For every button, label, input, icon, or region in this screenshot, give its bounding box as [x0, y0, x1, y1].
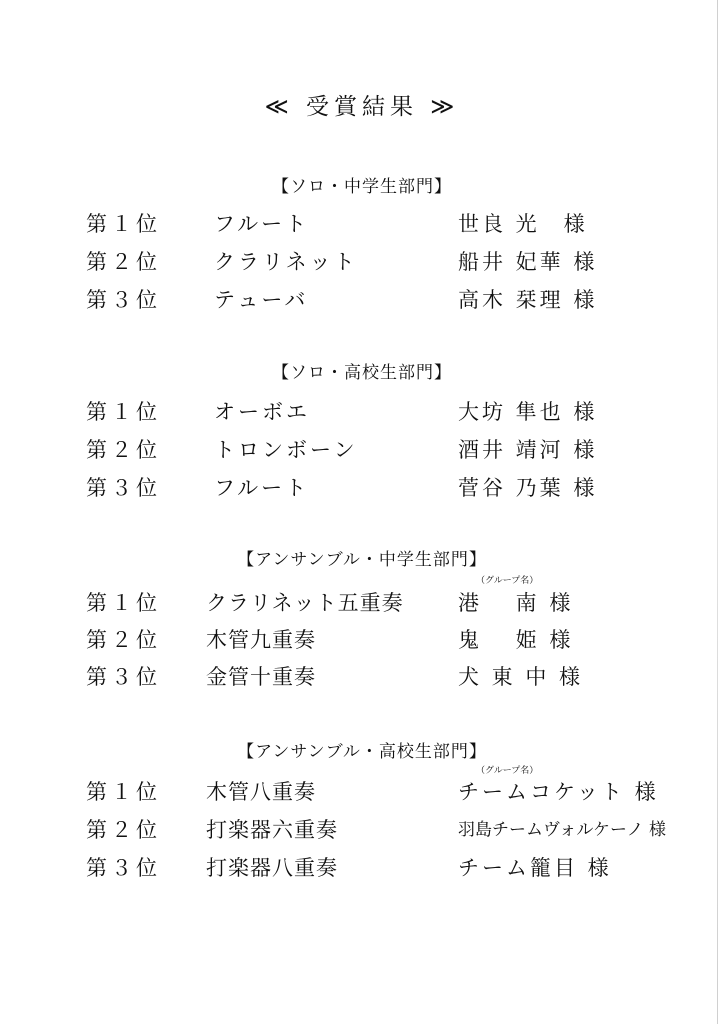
result-row: [0, 622, 724, 658]
rank: 第２位: [86, 628, 161, 652]
group-name-note: （グループ名）: [476, 766, 539, 776]
rank: 第２位: [86, 438, 161, 462]
result-row: [0, 282, 724, 318]
winner-name: 鬼 姫 様: [458, 628, 574, 652]
rank: 第３位: [86, 665, 161, 689]
entry-name: テューバ: [214, 288, 309, 312]
result-row: [0, 394, 724, 430]
section-heading-solo-junior: 【ソロ・中学生部門】: [272, 177, 452, 197]
section-heading-ensemble-junior: 【アンサンブル・中学生部門】: [237, 550, 487, 570]
entry-name: トロンボーン: [214, 438, 358, 462]
winner-name: 酒井 靖河 様: [458, 438, 598, 462]
rank: 第２位: [86, 250, 161, 274]
entry-name: オーボエ: [214, 400, 310, 424]
rank: 第３位: [86, 288, 161, 312]
entry-name: 金管十重奏: [206, 665, 316, 689]
rank: 第３位: [86, 856, 161, 880]
rank: 第３位: [86, 476, 161, 500]
entry-name: クラリネット五重奏: [206, 591, 404, 615]
entry-name: 木管九重奏: [206, 628, 316, 652]
rank: 第２位: [86, 818, 161, 842]
winner-name: 羽島チームヴォルケーノ 様: [458, 820, 667, 840]
entry-name: 打楽器六重奏: [206, 818, 338, 842]
entry-name: フルート: [214, 476, 310, 500]
winner-name: 犬 東 中 様: [458, 665, 584, 689]
section-heading-solo-senior: 【ソロ・高校生部門】: [272, 363, 452, 383]
section-heading-ensemble-senior: 【アンサンブル・高校生部門】: [237, 742, 487, 762]
rank: 第１位: [86, 212, 161, 236]
winner-name: 船井 妃華 様: [458, 250, 598, 274]
result-row: [0, 432, 724, 468]
result-row: [0, 585, 724, 621]
entry-name: 木管八重奏: [206, 780, 316, 804]
rank: 第１位: [86, 780, 161, 804]
winner-name: 菅谷 乃葉 様: [458, 476, 598, 500]
winner-name: 世良 光 様: [458, 212, 588, 236]
winner-name: チームコケット 様: [458, 780, 659, 804]
entry-name: フルート: [214, 212, 310, 236]
result-row: [0, 850, 724, 886]
entry-name: 打楽器八重奏: [206, 856, 338, 880]
result-row: [0, 244, 724, 280]
rank: 第１位: [86, 591, 161, 615]
result-row: [0, 659, 724, 695]
result-row: [0, 206, 724, 242]
result-row: [0, 774, 724, 810]
winner-name: チーム籠目 様: [458, 856, 612, 880]
page-title: ≪ 受賞結果 ≫: [264, 94, 460, 120]
result-row: [0, 812, 724, 848]
rank: 第１位: [86, 400, 161, 424]
winner-name: 大坊 隼也 様: [458, 400, 598, 424]
entry-name: クラリネット: [214, 250, 358, 274]
result-row: [0, 470, 724, 506]
winner-name: 港 南 様: [458, 591, 574, 615]
winner-name: 高木 栞理 様: [458, 288, 598, 312]
group-name-note: （グループ名）: [476, 576, 539, 586]
